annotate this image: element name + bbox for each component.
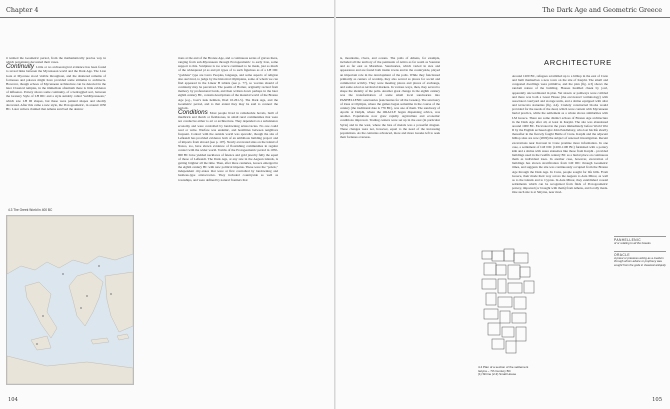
page-number-right: 105	[652, 397, 662, 403]
header-rule-left	[0, 17, 334, 18]
city-marker	[42, 315, 44, 317]
city-marker	[110, 293, 112, 295]
city-marker	[98, 265, 100, 267]
paragraph-conditions	[178, 111, 278, 182]
chapter-title-header: The Dark Age and Geometric Greece	[542, 6, 662, 14]
map-caption: 4.3 The Greek World in 400 BC	[8, 208, 53, 212]
subhead-continuity: Continuity	[6, 63, 35, 71]
city-marker	[86, 295, 88, 297]
map-figure	[6, 215, 134, 385]
glossary-definition: A priest or priestess acting as a medium through whom advice or prophecy was sought from the gods in classical antiquity	[614, 256, 666, 267]
greek-world-map	[7, 216, 133, 384]
text-column-4	[512, 74, 608, 384]
chapter-header: Chapter 4	[6, 6, 39, 14]
glossary-term: ORACLE	[614, 253, 630, 257]
city-marker	[80, 307, 82, 309]
paragraph-text: Little or no archaeological evidence has been found to reveal links between the Mycenaean world and the Dark Age. The Lion Gate at Mycenae stood visible throughout, and the shattered remains of fortresses and palaces might have provided some stimulus to architects. However, though echoes of Mycenaean architecture can be detected in the later Classical temples, in the immediate aftermath there is little evidence of influence. Pottery shows some continuity, of a bedraggled sort, between the Granary Style of LH IIIC and a style suitably called "subMycenaean," which saw LH III shapes, but these were painted shapes and shoddy decorated. After this came a new style, the Protogeometric, in around 1050 BC. Later writers claimed that Athens survived the destruc	[6, 65, 106, 111]
page-gutter	[334, 0, 336, 409]
plan-caption-line: 4.4 Plan of a section of the settlement	[478, 365, 529, 369]
paragraph: tions at the end of the Bronze Age, and a continuous series of graves there, ranging from sub-Mycenaean through Protogeometric to early Iron, some support to this. Sculpture is too scarce continued to be made, just so much of the widespread pl as and pit types of to such figurines as of a LH IIIC "goddess" type are Cerro Peoples, language, and some aspects of religion also survived, to judge by the historical Olympians, some of whom we can find appeared in the Linear B tablets (see p. 77), so worries should of continuity may be perceived. The poems of Homer, originally recited from memory by professional bards, and then written down perhaps in the later eighth century BC, contain descriptions of the material world of the Bronze Age (e.g., boar's tusk helmets, Iliad 10.261-5). The Dark Age, and the Geometric period, and to that extent they may be said to connect the periods.	[178, 56, 278, 110]
header-rule-right	[336, 17, 670, 18]
plan-caption-line: (1) Shrine (2-3) Small House	[478, 372, 517, 377]
section-heading-architecture: ARCHITECTURE	[544, 58, 612, 67]
text-column-1	[6, 56, 106, 206]
plan-caption-line: Iazyna ~ 7th Century BC	[478, 368, 511, 373]
paragraph: Around 1200 BC, refugees scrambled up to a hilltop in the east of Crete and built themselves a new town on the site of Karphi. The small and congested dwellings were primitive, and the plan (fig. 4.3) shows the random nature of the building. Houses huddled cheek by jowl, apparently uncoordinated in plan. Yet streets or pathways were cobbled and there was both a Great House (the excavators' terminology) with associated courtyard and storage units, and a shrine equipped with altar and terracotta statuettes (fig. 4.4). Crudely constructed blocks would provided for the needs of the dead, which were content with Mycenaean burial practice, while the settlement as a whole shows similarities with LM Greece. There are some distinct echoes of Bronze Age architecture in the Dark Age after all, at least in Karphi. The site was abandoned around 1000 BC. Excavated in the years immediately before World War II by the English archaeologist John Pendlebury, who lost his life shortly thereafter in the fiercely fought Battle of Crete. Karphi and the adjacent hilltop sites are now (2009) the subject of renewed investigation. Recent excavations near Kavousi in Crete promise more information. In one case, a settlement of LM IIIC (1200-1100 BC) furnished with a pottery kiln and a shrine with snare statuettes like those from Karphi - provided buildings used in the twelfth century BC as a burial place on continuous them as individual trees. In another case, however, excavation of buildings has shown stratification from LM IIIC through Geometric times, and suggests the site was continuously occupied from the Bronze Age through the Dark Age. In Crete, people sought for life hills. From Greece, their made their way across the Aegean to Asia Minor, as well as to the islands and to Cyprus. In Asia Minor, they established coastal settlements which can be recognized from finds of Protogeometric pottery, imported (or brought with them) from Athens, and locally made. One such site is at Smyrna, near mod-	[512, 74, 608, 195]
city-marker	[62, 273, 64, 275]
text-column-2	[178, 56, 278, 384]
glossary-term: PANHELLENIC	[614, 238, 642, 242]
paragraph-text: Most people lived in ramshackle hovels, built of mudbrick and thatch or fieldstones, in small rural communities that were not conducive either to art or architecture. They depended on a subsistence economy and were controlled by landowning aristocracies. No one could read or write. Warfare was endemic, and hostilities between neighbors frequent. Contact with the outside world was sporadic, though the site of Lefkandi has provided evidence both of an ambitious building project and of imports from abroad (see p. 107). Newly excavated sites on the island of Naxos, too, have shown evidence of flourishing communities in regular contact with the wider world. Tombs of the Protogeometric period in 1050-900 BC have yielded necklaces of faience and gold jewelry fully the equal of those of Lefkandi. The Dark Age, at any rate in the Aegean islands, is getting brighter all the time. Then, after three centuries, Greece emerged in the eighth century BC with new political impetus. These were the "poleis," independent city-states that were at first controlled by landowning and basileus-type aristocracies. They included countryside as well as townships, and were defined by natural frontiers that	[178, 111, 278, 182]
glossary-definition: of or relating to all the Greeks	[614, 241, 651, 245]
glossary-rule	[614, 251, 666, 252]
glossary-entry-panhellenic	[614, 238, 666, 245]
page-number-left: 104	[8, 397, 18, 403]
paragraph-continuity	[6, 65, 106, 111]
subhead-conditions: Conditions	[178, 109, 208, 117]
text-column-3	[340, 56, 440, 244]
paragraph: it termed the Geometric period, from the mathematically precise way in which potpainters decorated their vases.	[6, 56, 106, 65]
glossary-entry-oracle	[614, 253, 666, 267]
glossary-rule	[614, 236, 666, 237]
city-marker	[36, 343, 38, 345]
paragraph: is, mountains, rivers, and oceans. The polis of Athens, for example, included all the territory of the peninsula of Attica as far south as Sounion and as far east as Marathon. Sanctuaries, which varied in size and appearance and are found both inside towns and in the countryside, played an important role in the development of the polis. While they functioned primarily as centers of worship, they also served as places for social and commercial activity. They were meeting places and places of exchange, and some acted as territorial markers. In various ways, then, they served to shape the identity of the polis. Another great change in the eighth century was the transformation of some small local sanctuaries into PANHELLENIC sanctuaries (sanctuaries for all the Greeks). The sanctuary of Zeus at Olympia, where the games began sometime in the course of the century (the traditional date is 776 BC), was one of them. The sanctuary of Apollo at Delphi, where the ORACLE began dispensing advice, was another. Populations now grew rapidly. Agriculture and economic conditions improved. Trading centers were set up in the east (in particular Syria) and in the west, where the lure of metals was a powerful magnet. These changes were not, however, equal to the need of the increasing populations. As the centuries advanced, more and more Greeks left to seek their fortunes overseas.	[340, 56, 440, 139]
